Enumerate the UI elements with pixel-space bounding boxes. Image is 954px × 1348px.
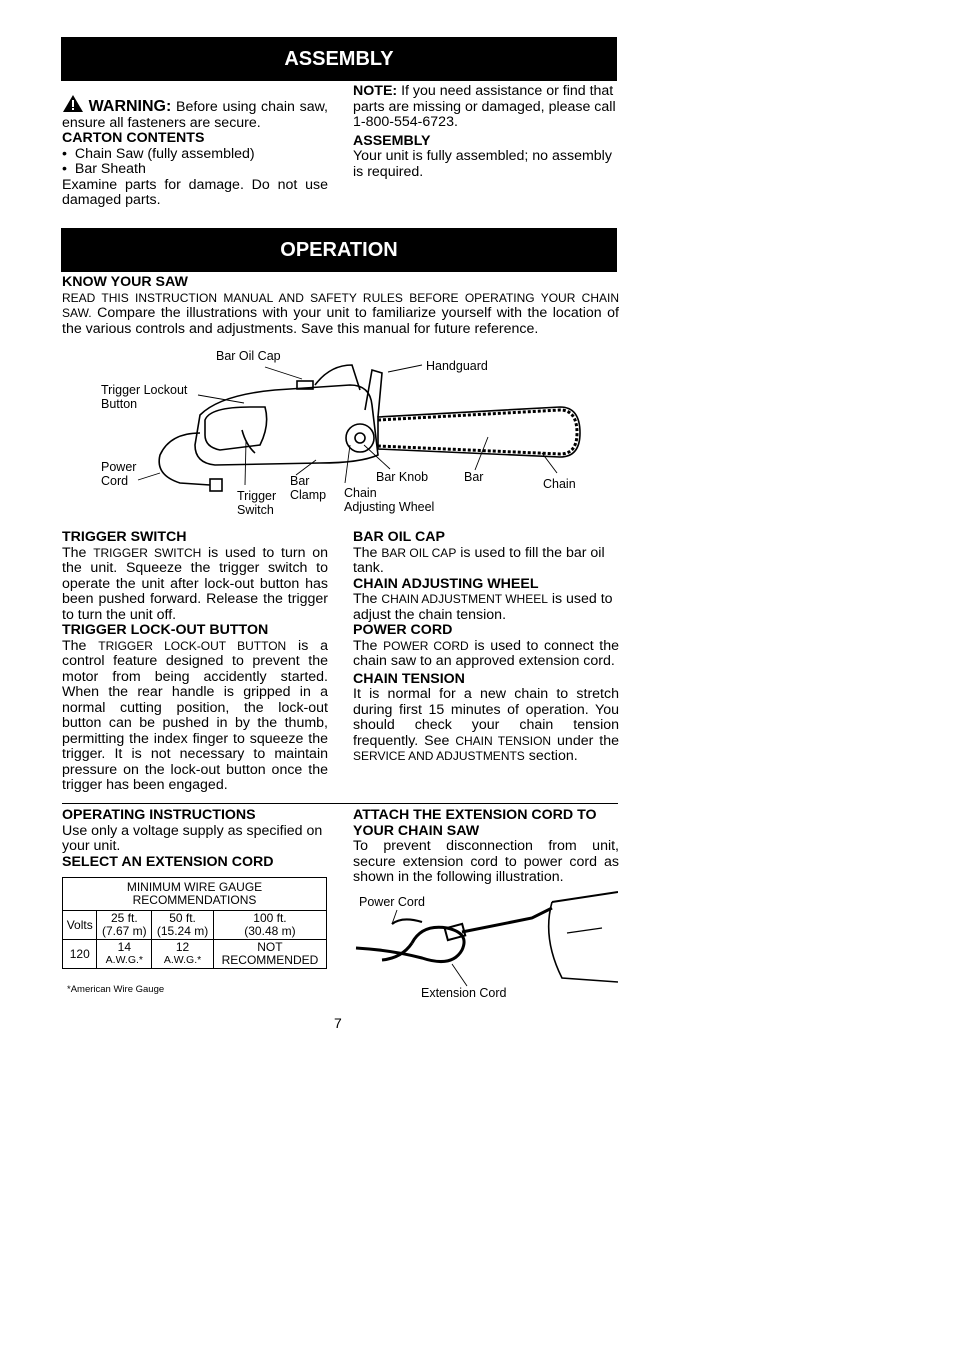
label-bar-clamp-line1: Bar	[290, 474, 310, 488]
oil-sc: BAR OIL CAP	[381, 545, 457, 560]
bar-oil-cap-heading: BAR OIL CAP	[353, 529, 445, 545]
tension-mid: under the	[557, 732, 619, 749]
label-chain-wheel-line1: Chain	[344, 486, 377, 500]
assembly-right-column	[353, 84, 619, 180]
oil-pre: The	[353, 544, 378, 561]
tension-body: It is normal for a new chain to stretch during first 15 minutes of operation. You should check your chain tension frequently. See	[353, 686, 619, 749]
assembly-heading: ASSEMBLY	[353, 132, 431, 149]
label-trigger-switch	[237, 490, 276, 517]
cell-line: RECOMMENDED	[221, 953, 319, 967]
cord-sc: POWER CORD	[383, 638, 469, 653]
note-label: NOTE:	[353, 83, 398, 99]
chain-wheel-heading: CHAIN ADJUSTING WHEEL	[353, 575, 539, 592]
wire-gauge-table	[62, 877, 327, 969]
lockout-body: is a control feature designed to prevent the motor from being accidently started. When the rear handle is gripped in a normal cutting position, the lock-out button can be pushed in by the thumb, permitting the index finger to squeeze the trigger. It is not necessary to maintain pressure on the lock-out button once the trigger has been engaged.	[62, 637, 328, 793]
label-trigger-lockout-line2: Button	[101, 396, 138, 411]
carton-contents-heading: CARTON CONTENTS	[62, 130, 205, 146]
table-cell	[152, 911, 214, 940]
cell-line: (15.24 m)	[156, 924, 209, 938]
table-cell	[97, 940, 152, 969]
controls-left-column	[62, 530, 328, 794]
carton-item-text: Chain Saw (fully assembled)	[74, 145, 255, 162]
attach-text: To prevent disconnection from unit, secure extension cord to power cord as shown in the following illustration.	[353, 838, 619, 885]
label-chain-wheel-line2: Adjusting Wheel	[344, 499, 435, 514]
cell-line: (7.67 m)	[101, 924, 147, 938]
cell-line: (30.48 m)	[244, 924, 296, 938]
cord-pre: The	[353, 637, 378, 654]
label-handguard: Handguard	[426, 359, 488, 373]
label-bar-clamp	[290, 475, 326, 502]
lockout-sc: TRIGGER LOCK-OUT BUTTON	[98, 638, 287, 653]
table-cell: 120	[63, 940, 97, 969]
know-your-saw-heading: KNOW YOUR SAW	[62, 274, 188, 290]
table-row	[63, 940, 327, 969]
table-cell	[97, 911, 152, 940]
chain-tension-text	[353, 687, 619, 765]
wheel-sc: CHAIN ADJUSTMENT WHEEL	[381, 592, 548, 606]
know-your-saw-section	[62, 275, 619, 337]
attach-heading-2: YOUR CHAIN SAW	[353, 822, 480, 839]
label-bar-clamp-line2: Clamp	[290, 487, 327, 502]
label-trigger-lockout-line1: Trigger Lockout	[101, 383, 188, 397]
controls-right-column	[353, 530, 619, 765]
cell-line: 50 ft.	[169, 911, 196, 925]
operating-text: Use only a voltage supply as specified on your unit.	[62, 822, 323, 854]
table-cell	[213, 911, 326, 940]
table-footnote: *American Wire Gauge	[67, 984, 165, 995]
note-text: If you need assistance or find that parts are missing or damaged, please call 1-800-554-6723.	[353, 83, 616, 130]
table-row	[63, 911, 327, 940]
know-your-saw-body: Compare the illustrations with your unit to familiarize yourself with the location of the various controls and adjustments. Save this manual for future reference.	[62, 305, 619, 337]
chain-tension-heading: CHAIN TENSION	[353, 670, 465, 687]
cell-line: 100 ft.	[253, 911, 287, 925]
power-cord-heading: POWER CORD	[353, 622, 453, 638]
attach-cord-section	[353, 808, 619, 886]
table-cell	[213, 940, 326, 969]
label-power-cord-line2: Cord	[101, 473, 129, 488]
label-extension-cord: Extension Cord	[421, 986, 507, 1000]
bar-oil-cap-text	[353, 546, 619, 577]
label-bar-oil-cap: Bar Oil Cap	[216, 349, 281, 363]
know-your-saw-caps: READ THIS INSTRUCTION MANUAL AND SAFETY RULES BEFORE OPERATING YOUR CHAIN SAW.	[62, 290, 619, 320]
assembly-banner: ASSEMBLY	[61, 37, 617, 81]
power-cord-text	[353, 639, 619, 670]
warning-triangle-icon	[62, 94, 84, 113]
chain-wheel-text	[353, 592, 619, 623]
lockout-pre: The	[62, 637, 87, 654]
know-your-saw-text	[62, 291, 619, 338]
label-power-cord-line1: Power	[101, 460, 137, 474]
carton-item-text: Bar Sheath	[74, 161, 146, 177]
cord-body: is used to connect the chain saw to an approved extension cord.	[353, 637, 620, 669]
tension-end: section.	[528, 748, 578, 764]
trigger-switch-body: is used to turn on the unit. Squeeze the trigger switch to operate the unit after lock-out button has been pushed forward. Release the trigger to turn the unit off.	[62, 544, 328, 623]
section-divider	[62, 803, 618, 804]
page-number: 7	[334, 1015, 342, 1031]
label-trigger-switch-line2: Switch	[237, 502, 274, 517]
tension-sc2: SERVICE AND ADJUSTMENTS	[353, 749, 525, 763]
label-chain: Chain	[543, 477, 576, 491]
chainsaw-diagram	[60, 345, 620, 525]
label-power-cord	[101, 461, 136, 488]
warning-label: WARNING:	[88, 98, 172, 115]
label-bar-knob: Bar Knob	[376, 470, 429, 484]
lockout-heading: TRIGGER LOCK-OUT BUTTON	[62, 622, 269, 638]
trigger-switch-sc: TRIGGER SWITCH	[93, 545, 202, 560]
label-trigger-lockout	[101, 384, 187, 411]
trigger-switch-heading: TRIGGER SWITCH	[62, 529, 187, 545]
oil-body: is used to fill the bar oil tank.	[353, 544, 605, 576]
warning-paragraph	[62, 94, 328, 131]
cell-line: 12	[175, 940, 190, 954]
cell-line: 25 ft.	[110, 911, 138, 925]
label-bar: Bar	[464, 470, 484, 484]
table-row	[63, 878, 327, 911]
wheel-pre: The	[353, 591, 378, 607]
cell-line: NOT	[257, 940, 283, 954]
table-title: MINIMUM WIRE GAUGE RECOMMENDATIONS	[63, 878, 327, 911]
operation-banner: OPERATION	[61, 228, 617, 272]
cell-line: 14	[117, 940, 132, 954]
tension-sc1: CHAIN TENSION	[455, 733, 552, 748]
table-cell	[152, 940, 214, 969]
note-paragraph	[353, 84, 619, 131]
assembly-text: Your unit is fully assembled; no assembly is required.	[353, 148, 612, 180]
extension-cord-heading: SELECT AN EXTENSION CORD	[62, 853, 274, 870]
wheel-body: is used to adjust the chain tension.	[353, 591, 613, 623]
operating-instructions-section	[62, 808, 328, 870]
label-chain-adjusting-wheel	[344, 487, 434, 514]
label-trigger-switch-line1: Trigger	[237, 489, 277, 503]
operating-heading: OPERATING INSTRUCTIONS	[62, 807, 256, 823]
trigger-switch-text	[62, 546, 328, 624]
assembly-left-column	[62, 94, 328, 209]
attach-heading-1: ATTACH THE EXTENSION CORD TO	[353, 807, 597, 823]
carton-item: • Chain Saw (fully assembled)	[62, 145, 255, 162]
carton-item: • Bar Sheath	[62, 161, 146, 177]
trigger-switch-pre: The	[62, 544, 87, 561]
examine-text: Examine parts for damage. Do not use damaged parts.	[62, 176, 328, 208]
lockout-text	[62, 639, 328, 794]
table-cell: Volts	[63, 911, 97, 940]
warning-text: Before using chain saw, ensure all fasteners are secure.	[62, 99, 328, 131]
cell-line: A.W.G.*	[163, 954, 202, 966]
label-power-cord-attach: Power Cord	[359, 895, 425, 909]
cell-line: A.W.G.*	[105, 954, 143, 966]
